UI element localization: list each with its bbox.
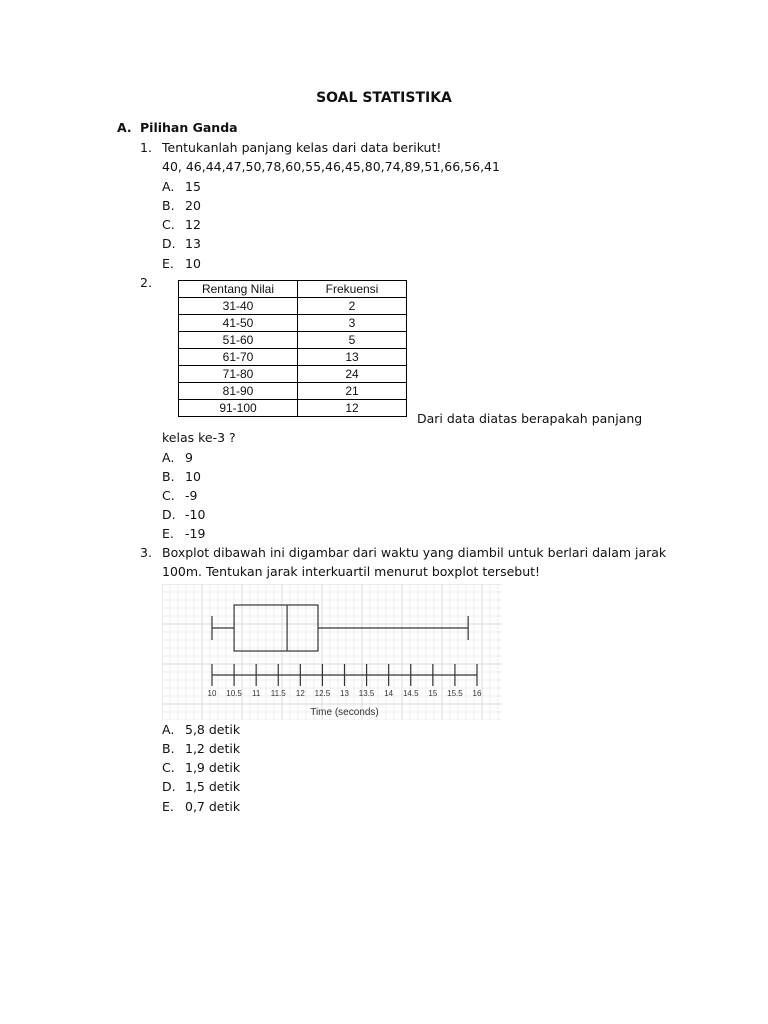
table-row: [179, 349, 407, 366]
table-row: [179, 400, 407, 417]
table-cell: 81-90: [179, 383, 298, 400]
q2-question-part1: Dari data diatas berapakah panjang: [417, 411, 643, 426]
x-tick-label: 15.5: [447, 689, 463, 698]
table-cell: 24: [298, 366, 407, 383]
q3-option-e-letter: E.: [162, 799, 174, 814]
table-cell: 91-100: [179, 400, 298, 417]
table-cell: 12: [298, 400, 407, 417]
x-axis-label: Time (seconds): [310, 707, 379, 718]
q3-option-b-letter: B.: [162, 741, 175, 756]
table-cell: 5: [298, 332, 407, 349]
x-axis: [208, 664, 482, 698]
table-cell: 61-70: [179, 349, 298, 366]
table-cell: 71-80: [179, 366, 298, 383]
q1-option-d-letter: D.: [162, 236, 176, 251]
q1-option-e-letter: E.: [162, 256, 174, 271]
section-letter: A.: [117, 120, 132, 135]
q1-option-a-letter: A.: [162, 179, 175, 194]
page-title: SOAL STATISTIKA: [316, 90, 452, 106]
table-cell: 13: [298, 349, 407, 366]
table-cell: 2: [298, 298, 407, 315]
q3-text-line1: Boxplot dibawah ini digambar dari waktu yang diambil untuk berlari dalam jarak: [162, 545, 667, 560]
x-tick-label: 10: [207, 689, 217, 698]
table-cell: 21: [298, 383, 407, 400]
q2-option-d-letter: D.: [162, 507, 176, 522]
q1-option-b-text: 20: [185, 198, 201, 213]
q2-option-a-letter: A.: [162, 450, 175, 465]
q1-number: 1.: [140, 140, 152, 155]
q2-option-d-text: -10: [185, 507, 206, 522]
q3-text-line2: 100m. Tentukan jarak interkuartil menurut boxplot tersebut!: [162, 564, 541, 579]
x-tick-label: 14.5: [402, 689, 419, 698]
boxplot-chart: [162, 584, 502, 720]
q1-option-c-text: 12: [185, 217, 201, 232]
q3-option-d-letter: D.: [162, 779, 176, 794]
q1-option-b-letter: B.: [162, 198, 175, 213]
q2-number: 2.: [140, 275, 152, 290]
table-row: [179, 332, 407, 349]
q1-option-a-text: 15: [185, 179, 201, 194]
q3-option-d-text: 1,5 detik: [185, 779, 241, 794]
q1-text: Tentukanlah panjang kelas dari data berikut!: [162, 140, 442, 155]
q2-option-e-text: -19: [185, 526, 206, 541]
q2-option-b-letter: B.: [162, 469, 175, 484]
x-tick-label: 11: [252, 689, 261, 698]
q1-data-line: 40, 46,44,47,50,78,60,55,46,45,80,74,89,51,66,56,41: [162, 159, 500, 174]
grid: [162, 584, 502, 720]
table-cell: 3: [298, 315, 407, 332]
section-label: Pilihan Ganda: [140, 120, 238, 135]
q3-option-e-text: 0,7 detik: [185, 799, 241, 814]
q2-option-b-text: 10: [185, 469, 201, 484]
table-cell: 41-50: [179, 315, 298, 332]
x-tick-label: 10.5: [226, 689, 242, 698]
frequency-table: [178, 280, 407, 417]
x-tick-label: 14: [384, 689, 394, 698]
x-tick-label: 13.5: [358, 689, 375, 698]
q3-option-b-text: 1,2 detik: [185, 741, 241, 756]
x-tick-label: 15: [428, 689, 438, 698]
q1-option-d-text: 13: [185, 236, 201, 251]
table-header-row: [179, 281, 407, 298]
x-tick-label: 12: [295, 689, 305, 698]
table-row: [179, 298, 407, 315]
q3-number: 3.: [140, 545, 152, 560]
x-tick-label: 16: [472, 689, 482, 698]
iqr-box: [234, 605, 318, 651]
table-header: Rentang Nilai: [179, 281, 298, 298]
q2-option-c-letter: C.: [162, 488, 175, 503]
x-tick-label: 11.5: [270, 689, 286, 698]
x-tick-label: 13: [340, 689, 349, 698]
q3-option-c-letter: C.: [162, 760, 175, 775]
q2-option-e-letter: E.: [162, 526, 174, 541]
table-header: Frekuensi: [298, 281, 407, 298]
table-cell: 31-40: [179, 298, 298, 315]
q1-option-e-text: 10: [185, 256, 201, 271]
q3-option-a-text: 5,8 detik: [185, 722, 241, 737]
q2-option-c-text: -9: [185, 488, 198, 503]
table-cell: 51-60: [179, 332, 298, 349]
table-row: [179, 315, 407, 332]
q1-option-c-letter: C.: [162, 217, 175, 232]
q3-option-c-text: 1,9 detik: [185, 760, 241, 775]
q2-option-a-text: 9: [185, 450, 193, 465]
table-row: [179, 366, 407, 383]
q2-question-part2: kelas ke-3 ?: [162, 430, 236, 445]
x-tick-label: 12.5: [314, 689, 331, 698]
boxplot-figure: [162, 584, 502, 720]
q3-option-a-letter: A.: [162, 722, 175, 737]
table-row: [179, 383, 407, 400]
